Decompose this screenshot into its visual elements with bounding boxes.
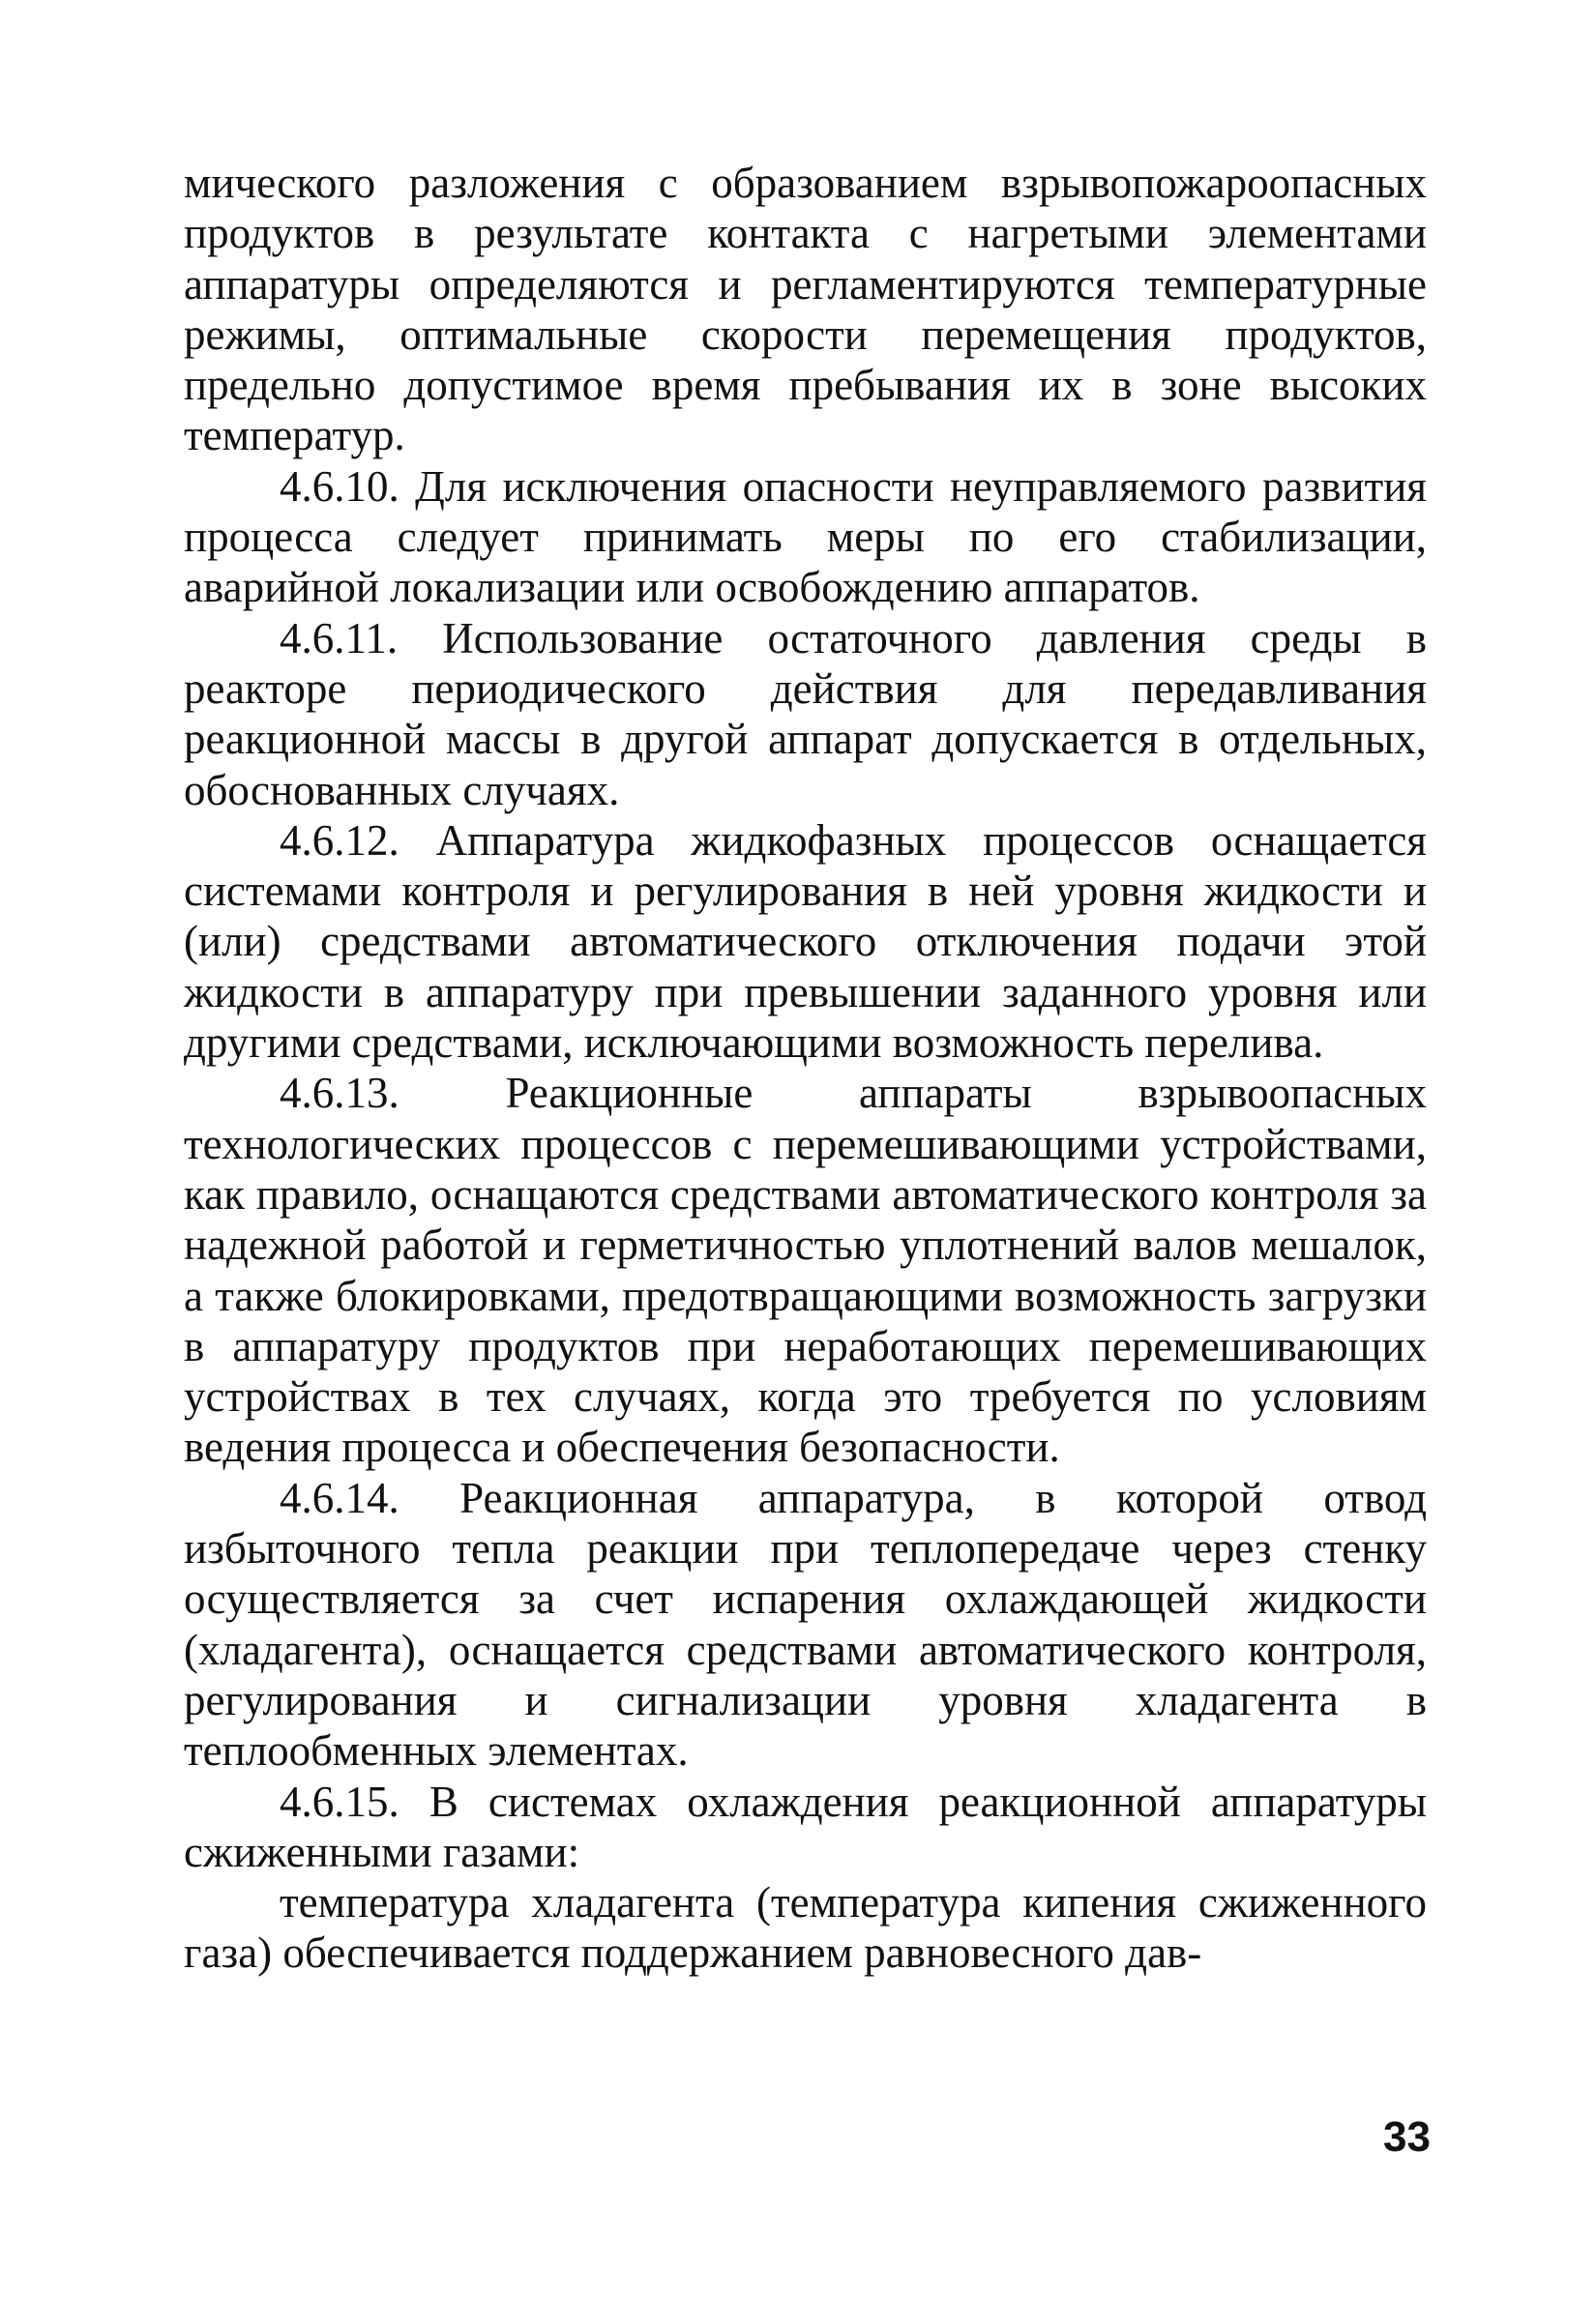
page-number: 33 (1383, 2113, 1431, 2161)
paragraph-4-6-15: 4.6.15. В системах охлаждения реакционной аппаратуры сжиженными газами: (184, 1777, 1427, 1876)
paragraph-4-6-11: 4.6.11. Использование остаточного давления среды в реакторе периодического действия для передавливания реакционной массы в другой аппарат допускается в отдельных, обоснованных случаях. (184, 613, 1427, 814)
paragraph-4-6-12: 4.6.12. Аппаратура жидкофазных процессов оснащается системами контроля и регулирования в ней уровня жидкости и (или) средствами автоматического отключения подачи этой жидкости в аппаратуру при превышении заданного уровня или другими средствами, исключающими возможность перелива. (184, 815, 1427, 1068)
paragraph-4-6-13: 4.6.13. Реакционные аппараты взрывоопасных технологических процессов с перемешивающими устройствами, как правило, оснащаются средствами автоматического контроля за надежной работой и герметичностью уплотнений валов мешалок, а также блокировками, предотвращающими возможность загрузки в аппаратуру продуктов при неработающих перемешивающих устройствах в тех случаях, когда это требуется по условиям ведения процесса и обеспечения безопасности. (184, 1069, 1427, 1472)
body-text (184, 158, 1427, 1979)
paragraph-coolant-temperature: температура хладагента (температура кипения сжиженного газа) обеспечивается поддержанием равновесного дав- (184, 1878, 1427, 1978)
paragraph-continuation: мического разложения с образованием взрывопожароопасных продуктов в результате контакта с нагретыми элементами аппаратуры определяются и регламентируются температурные режимы, оптимальные скорости перемещения продуктов, предельно допустимое время пребывания их в зоне высоких температур. (184, 159, 1427, 460)
paragraph-4-6-14: 4.6.14. Реакционная аппаратура, в которой отвод избыточного тепла реакции при теплопередаче через стенку осуществляется за счет испарения охлаждающей жидкости (хладагента), оснащается средствами автоматического контроля, регулирования и сигнализации уровня хладагента в теплообменных элементах. (184, 1473, 1427, 1776)
paragraph-4-6-10: 4.6.10. Для исключения опасности неуправляемого развития процесса следует принимать меры по его стабилизации, аварийной локализации или освобождению аппаратов. (184, 461, 1427, 612)
